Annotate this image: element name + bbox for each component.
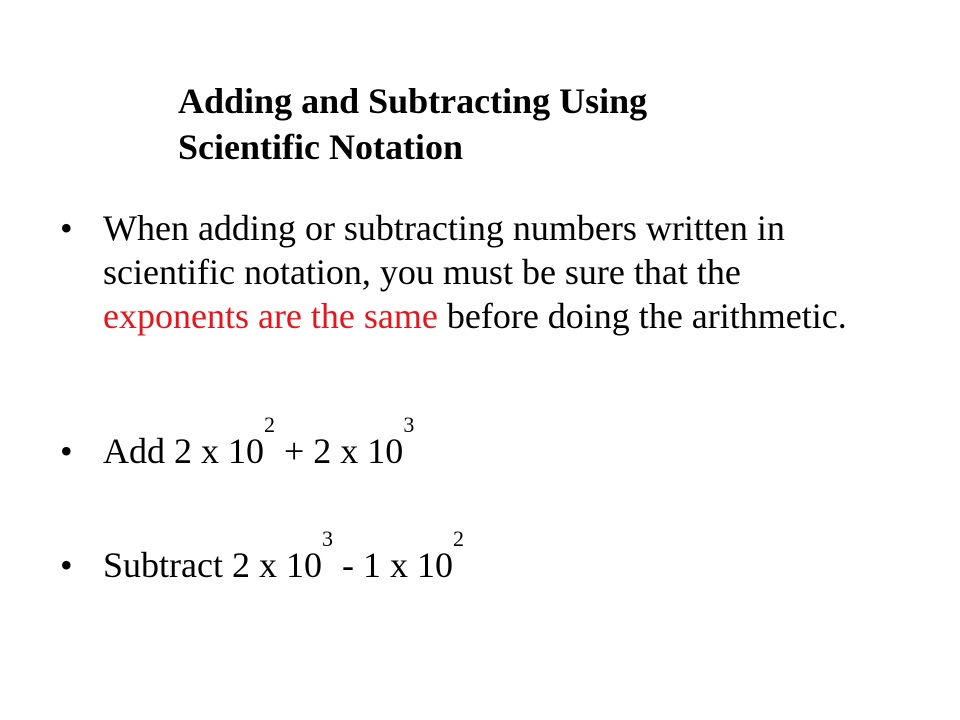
subtract-exponent-2: 2 [452, 526, 464, 551]
bullet-text-add-example [103, 412, 863, 473]
bullet-marker: • [60, 431, 73, 471]
subtract-expression-middle: - 1 x 10 [332, 545, 453, 585]
slide-title-line-2: Scientific Notation [178, 127, 463, 167]
add-expression-prefix: Add 2 x 10 [103, 431, 264, 471]
subtract-expression-prefix: Subtract 2 x 10 [103, 545, 322, 585]
bullet-item-subtract-example [60, 526, 860, 593]
add-expression-middle: + 2 x 10 [275, 431, 404, 471]
slide-title-line-1: Adding and Subtracting Using [178, 81, 648, 121]
bullet-item-rule [60, 206, 860, 386]
rule-text-before: When adding or subtracting numbers written in scientific notation, you must be sure that the [103, 208, 785, 292]
add-exponent-2: 3 [403, 412, 415, 437]
bullet-item-add-example [60, 412, 860, 479]
slide-title [178, 78, 878, 170]
bullet-marker: • [60, 545, 73, 585]
bullet-text-rule [103, 206, 863, 338]
rule-text-after: before doing the arithmetic. [437, 296, 847, 336]
bullet-text-subtract-example [103, 526, 863, 587]
add-exponent-1: 2 [264, 412, 275, 437]
rule-highlight-text: exponents are the same [103, 296, 438, 336]
subtract-exponent-1: 3 [321, 526, 333, 551]
bullet-marker: • [60, 208, 73, 248]
